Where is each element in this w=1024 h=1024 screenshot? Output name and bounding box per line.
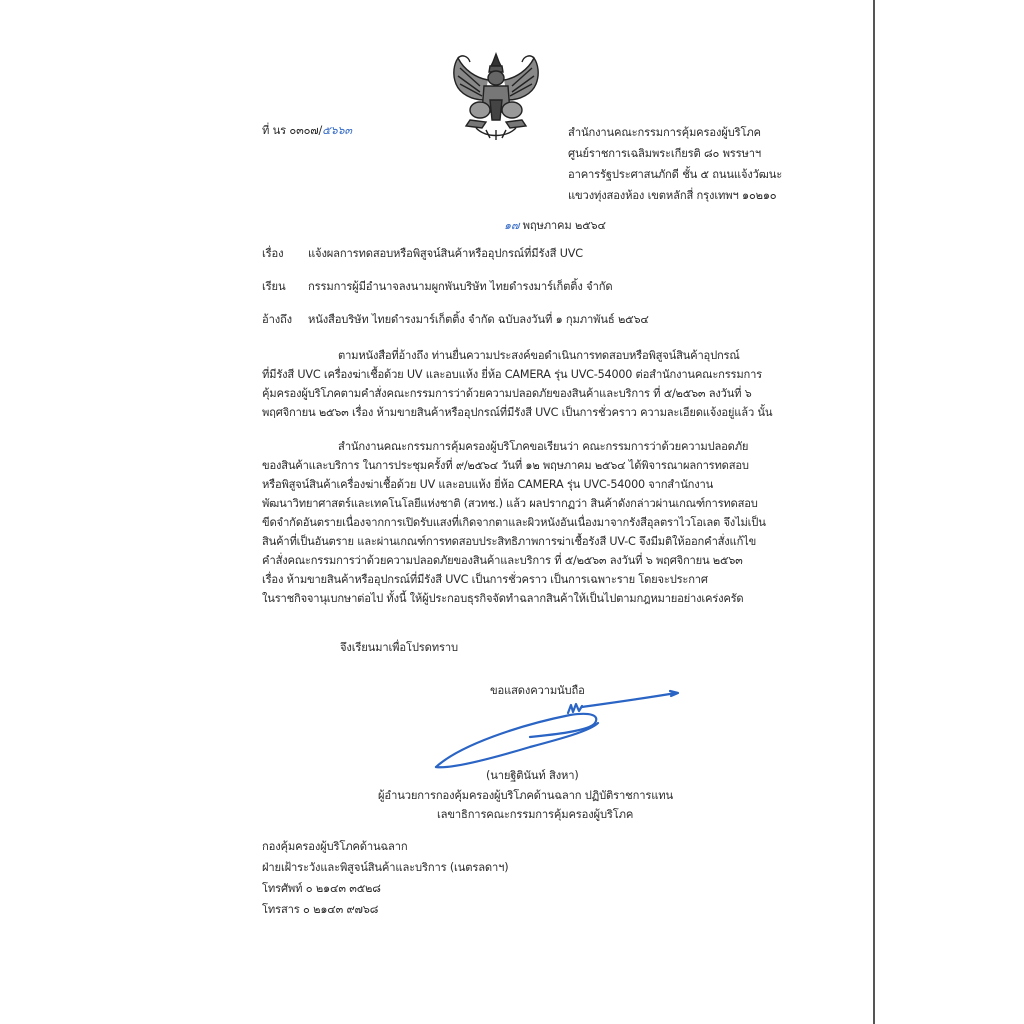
closing-statement: จึงเรียนมาเพื่อโปรดทราบ [340, 641, 458, 654]
document-number-label: ที่ นร ๐๓๐๗/ [262, 124, 323, 137]
paragraph-line: คุ้มครองผู้บริโภคตามคำสั่งคณะกรรมการว่าด้วยความปลอดภัยของสินค้าและบริการ ที่ ๕/๒๕๖๓ ลงวันที่ ๖ [262, 387, 752, 400]
subject-text: แจ้งผลการทดสอบหรือพิสูจน์สินค้าหรืออุปกรณ์ที่มีรังสี UVC [308, 247, 583, 260]
paragraph-line: ขีดจำกัดอันตรายเนื่องจากการเปิดรับแสงที่เกิดจากตาและผิวหนังอันเนื่องมาจากรังสีอุลตราไวโอเลต จึงไม่เป็น [262, 516, 766, 529]
paragraph-line: พัฒนาวิทยาศาสตร์และเทคโนโลยีแห่งชาติ (สวทช.) แล้ว ผลปรากฏว่า สินค้าดังกล่าวผ่านเกณฑ์การทดสอบ [262, 497, 758, 510]
address-line: ศูนย์ราชการเฉลิมพระเกียรติ ๘๐ พรรษาฯ [568, 147, 761, 160]
signatory-position-line-2: เลขาธิการคณะกรรมการคุ้มครองผู้บริโภค [437, 808, 634, 821]
document-number [262, 124, 352, 138]
contact-phone: โทรศัพท์ ๐ ๒๑๔๓ ๓๕๒๘ [262, 882, 381, 895]
paragraph-line: เรื่อง ห้ามขายสินค้าหรืออุปกรณ์ที่มีรังสี UVC เป็นการชั่วคราว เป็นการเฉพาะราย โดยจะประกาศ [262, 573, 708, 586]
paragraph-line: คำสั่งคณะกรรมการว่าด้วยความปลอดภัยของสินค้าและบริการ ที่ ๕/๒๕๖๓ ลงวันที่ ๖ พฤศจิกายน ๒๕๖๓ [262, 554, 743, 567]
paragraph-line: สินค้าที่เป็นอันตราย และผ่านเกณฑ์การทดสอบประสิทธิภาพการฆ่าเชื้อรังสี UV-C จึงมีมติให้ออกคำสั่งแก้ไข [262, 535, 757, 548]
paragraph-line: หรือพิสูจน์สินค้าเครื่องฆ่าเชื้อด้วย UV และอบแห้ง ยี่ห้อ CAMERA รุ่น UVC-54000 จากสำนักงาน [262, 478, 714, 491]
page-edge-line [873, 0, 875, 1024]
paragraph-line: ในราชกิจจานุเบกษาต่อไป ทั้งนี้ ให้ผู้ประกอบธุรกิจจัดทำฉลากสินค้าให้เป็นไปตามกฎหมายอย่างเคร่งครัด [262, 592, 744, 605]
date-month-year: พฤษภาคม ๒๕๖๔ [522, 219, 606, 232]
contact-fax: โทรสาร ๐ ๒๑๔๓ ๙๗๖๘ [262, 903, 379, 916]
paragraph-line: ตามหนังสือที่อ้างถึง ท่านยื่นความประสงค์ขอดำเนินการทดสอบหรือพิสูจน์สินค้าอุปกรณ์ [338, 349, 740, 362]
paragraph-line: สำนักงานคณะกรรมการคุ้มครองผู้บริโภคขอเรียนว่า คณะกรรมการว่าด้วยความปลอดภัย [338, 440, 749, 453]
body-paragraph-1 [262, 346, 822, 422]
subject-label: เรื่อง [262, 247, 284, 260]
reference-text: หนังสือบริษัท ไทยดำรงมาร์เก็ตติ้ง จำกัด ฉบับลงวันที่ ๑ กุมภาพันธ์ ๒๕๖๔ [308, 313, 649, 326]
letter-date [504, 219, 606, 233]
address-line: อาคารรัฐประศาสนภักดี ชั้น ๕ ถนนแจ้งวัฒนะ [568, 168, 783, 181]
paragraph-line: พฤศจิกายน ๒๕๖๓ เรื่อง ห้ามขายสินค้าหรืออุปกรณ์ที่มีรังสี UVC เป็นการชั่วคราว ความละเอียดแจ้งอยู่แล้ว นั้น [262, 406, 773, 419]
paragraph-line: ของสินค้าและบริการ ในการประชุมครั้งที่ ๙/๒๕๖๔ วันที่ ๑๒ พฤษภาคม ๒๕๖๔ ได้พิจารณาผลการทดสอบ [262, 459, 749, 472]
address-line: สำนักงานคณะกรรมการคุ้มครองผู้บริโภค [568, 126, 761, 139]
date-day-handwritten: ๑๗ [504, 219, 520, 232]
garuda-emblem-icon [446, 50, 546, 142]
signatory-name: (นายฐิตินันท์ สิงหา) [486, 769, 579, 782]
contact-department: กองคุ้มครองผู้บริโภคด้านฉลาก [262, 840, 408, 853]
contact-division: ฝ่ายเฝ้าระวังและพิสูจน์สินค้าและบริการ (เนตรลดาฯ) [262, 861, 509, 874]
signatory-position-line-1: ผู้อำนวยการกองคุ้มครองผู้บริโภคด้านฉลาก ปฏิบัติราชการแทน [378, 789, 673, 802]
reference-label: อ้างถึง [262, 313, 292, 326]
recipient-label: เรียน [262, 280, 286, 293]
document-number-handwritten: ๕๖๖๓ [322, 124, 352, 137]
handwritten-signature-icon [430, 685, 690, 770]
recipient-text: กรรมการผู้มีอำนาจลงนามผูกพันบริษัท ไทยดำรงมาร์เก็ตติ้ง จำกัด [308, 280, 613, 293]
paragraph-line: ที่มีรังสี UVC เครื่องฆ่าเชื้อด้วย UV และอบแห้ง ยี่ห้อ CAMERA รุ่น UVC-54000 ต่อสำนักงานคณะกรรมการ [262, 368, 762, 381]
body-paragraph-2 [262, 437, 822, 608]
address-line: แขวงทุ่งสองห้อง เขตหลักสี่ กรุงเทพฯ ๑๐๒๑๐ [568, 189, 777, 202]
closing-salutation: ขอแสดงความนับถือ [490, 684, 585, 697]
